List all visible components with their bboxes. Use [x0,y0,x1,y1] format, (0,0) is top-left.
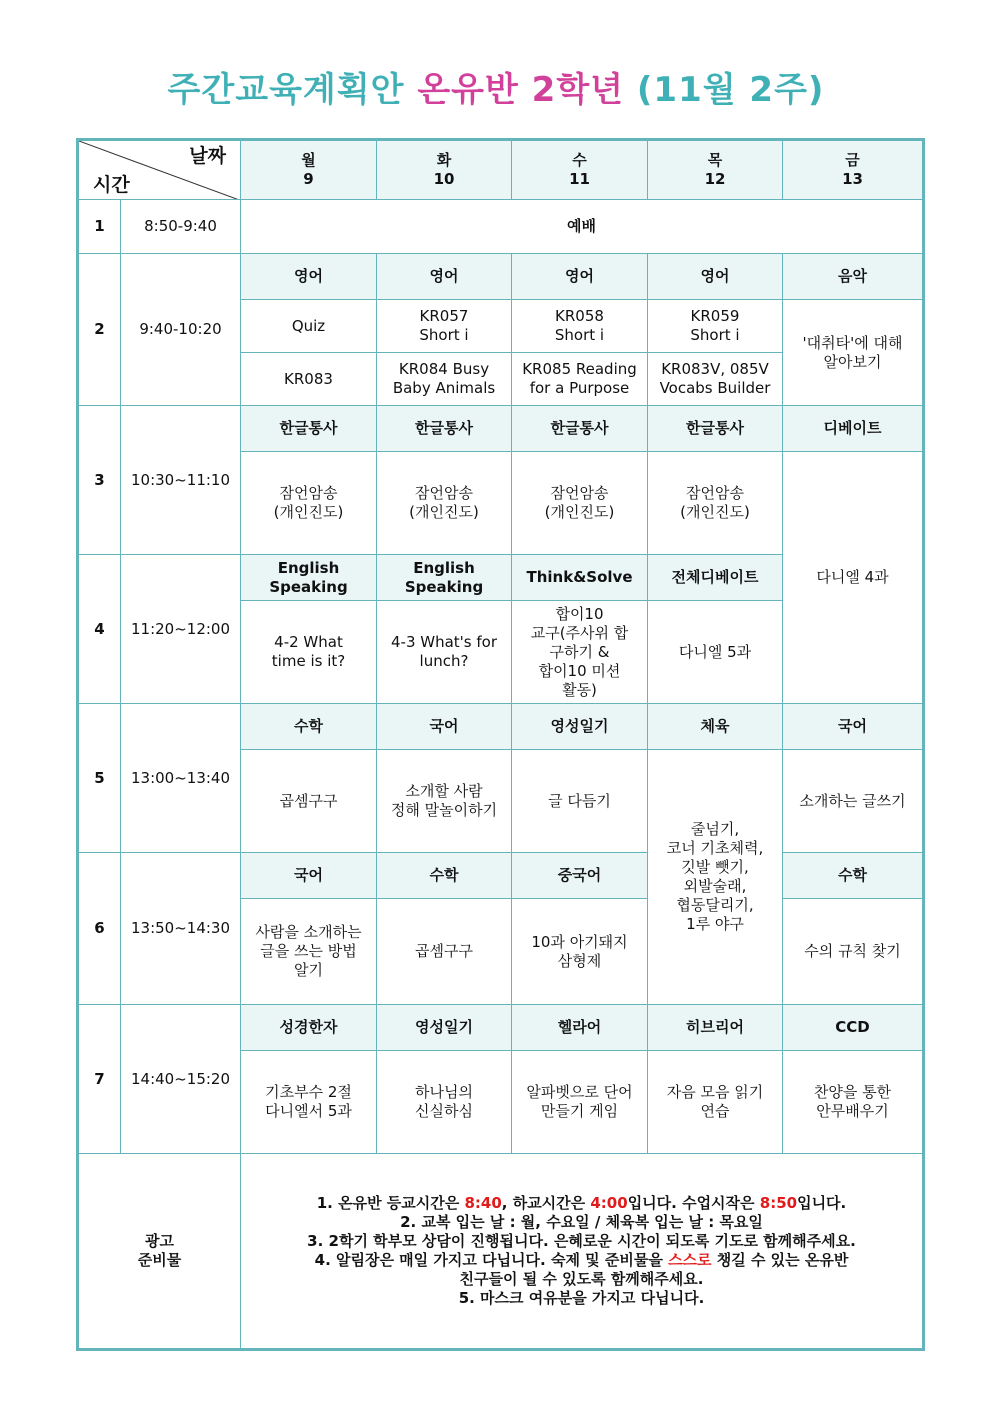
period-number: 3 [78,406,121,555]
notice-line-4 [245,1251,918,1270]
period-number: 7 [78,1005,121,1154]
header-corner [78,140,241,200]
corner-time-label: 시간 [93,174,130,196]
period-number: 6 [78,853,121,1005]
content-line: 글을 쓰는 방법 [260,942,357,960]
subject-line: Speaking [269,577,348,596]
notice-highlight: 스스로 [668,1251,712,1269]
content-line: '대취타'에 대해 [802,333,903,352]
period-number: 1 [78,200,121,254]
content-line: 알아보기 [823,352,882,371]
subject-cell: 디베이트 [783,406,924,452]
subject-cell [648,555,783,601]
content-line: 잠언암송 [415,484,473,502]
content-line: Short i [690,326,740,344]
content-line: 코너 기초체력, [666,839,764,857]
day-name: 목 [707,151,723,169]
title-part3: (11월 2주) [636,70,825,110]
content-line: 잠언암송 [686,484,744,502]
content-line: KR083 [284,369,333,388]
period-time: 8:50-9:40 [121,200,241,254]
content-line: 잠언암송 [279,484,338,502]
content-line: 정해 말놀이하기 [390,801,498,819]
subject-cell: 음악 [783,254,924,300]
subject-cell [512,555,648,601]
notice-label-line: 준비물 [137,1251,182,1269]
content-cell [241,750,377,853]
day-date: 12 [704,170,726,188]
content-line: 10과 아기돼지 [531,932,628,951]
notice-line-5: 5. 마스크 여유분을 가지고 다닙니다. [458,1289,705,1307]
content-cell-pe [648,750,783,1005]
content-cell [241,353,377,406]
day-name: 수 [572,151,587,169]
subject-cell [241,555,377,601]
content-line: 협동달리기, [676,896,754,914]
content-line: Short i [554,326,605,344]
content-line: KR059 [690,307,740,325]
content-line: 기초부수 2절 [265,1083,352,1101]
content-line: (개인진도) [409,503,479,521]
content-cell [512,353,648,406]
content-line: Quiz [291,316,326,335]
content-line: 곱셈구구 [415,942,473,960]
subject-line: Speaking [404,577,484,596]
notice-text: 입니다. 수업시작은 [627,1194,760,1212]
day-name: 월 [301,151,316,169]
content-cell [377,750,512,853]
content-line: 줄넘기, [690,820,740,838]
content-line: KR084 Busy [398,360,490,378]
notice-content [241,1154,924,1350]
content-line: KR057 [419,307,469,325]
content-line: KR085 Reading [522,360,637,378]
subject-cell: 중국어 [512,853,648,899]
period-time: 10:30~11:10 [121,406,241,555]
period-time: 9:40-10:20 [121,254,241,406]
period-time: 13:50~14:30 [121,853,241,1005]
content-line: 다니엘서 5과 [265,1102,352,1120]
content-cell [377,601,512,704]
content-cell [241,899,377,1005]
page-title [0,62,992,111]
subject-cell: 국어 [377,704,512,750]
content-cell [648,452,783,555]
content-line: 안무배우기 [816,1102,889,1120]
notice-line-2: 2. 교복 입는 날 : 월, 수요일 / 체육복 입는 날 : 목요일 [400,1213,763,1231]
subject-line: Think&Solve [526,568,633,586]
subject-cell: 영어 [241,254,377,300]
day-header-tue [377,140,512,200]
content-line: 삼형제 [557,951,602,970]
day-date: 11 [569,170,590,188]
period-time: 11:20~12:00 [121,555,241,704]
content-line: KR058 [555,307,604,325]
subject-cell: 영어 [377,254,512,300]
day-header-thu [648,140,783,200]
content-cell [648,1051,783,1154]
subject-cell: 수학 [783,853,924,899]
content-line: 4-3 What's for [390,633,497,651]
content-cell [512,601,648,704]
content-line: 곱셈구구 [279,791,338,810]
subject-cell [377,555,512,601]
content-line: Vocabs Builder [659,379,771,397]
content-cell: 다니엘 4과 [783,452,924,704]
content-cell [377,353,512,406]
content-line: 연습 [700,1102,730,1120]
period-time: 13:00~13:40 [121,704,241,853]
content-line: 알기 [294,961,323,979]
subject-line: English [413,558,475,577]
subject-cell: 한글통사 [241,406,377,452]
subject-cell: 영성일기 [377,1005,512,1051]
content-cell [648,300,783,353]
content-line: 구하기 & [549,642,610,661]
day-name: 화 [436,151,452,169]
notice-text: , 하교시간은 [501,1194,591,1212]
content-cell [377,899,512,1005]
content-line: (개인진도) [680,503,750,521]
content-cell [377,452,512,555]
subject-cell: 국어 [241,853,377,899]
title-part2: 온유반 2학년 [417,70,625,110]
content-line: 수의 규칙 찾기 [804,942,901,960]
subject-cell: 체육 [648,704,783,750]
content-line: 자음 모음 읽기 [666,1083,764,1101]
content-cell [783,300,924,406]
notice-line-3: 3. 2학기 학부모 상담이 진행됩니다. 은혜로운 시간이 되도록 기도로 함께해주세요. [307,1232,856,1250]
subject-cell: 영어 [648,254,783,300]
content-line: 소개할 사람 [405,782,483,800]
day-header-mon [241,140,377,200]
content-line: 교구(주사위 합 [530,623,629,642]
content-line: Short i [419,326,469,344]
content-line: lunch? [419,652,469,670]
subject-cell: 한글통사 [512,406,648,452]
content-line: 신실하심 [415,1102,473,1120]
content-cell [783,899,924,1005]
content-cell [377,300,512,353]
content-line: 하나님의 [415,1083,473,1101]
subject-cell: 히브리어 [648,1005,783,1051]
content-line: for a Purpose [529,379,630,397]
content-line: (개인진도) [273,503,344,521]
content-cell [377,1051,512,1154]
notice-time-highlight: 4:00 [590,1194,628,1212]
content-cell [783,750,924,853]
period-number: 4 [78,555,121,704]
notice-text: 챙길 수 있는 온유반 [711,1251,849,1269]
content-cell [241,1051,377,1154]
content-line: KR083V, 085V [661,360,769,378]
content-line: 글 다듬기 [548,791,611,810]
content-line: 소개하는 글쓰기 [799,791,906,810]
period-number: 2 [78,254,121,406]
notice-text: 1. 온유반 등교시간은 [316,1194,465,1212]
day-date: 13 [842,170,863,188]
content-line: 잠언암송 [550,484,609,502]
content-line: 외발술래, [683,877,747,895]
day-header-wed [512,140,648,200]
notice-text: 4. 알림장은 매일 가지고 다닙니다. 숙제 및 준비물을 [314,1251,669,1269]
content-cell [512,750,648,853]
content-cell [648,601,783,704]
notice-label [78,1154,241,1350]
chapel-cell: 예배 [241,200,924,254]
subject-cell: 한글통사 [648,406,783,452]
subject-line: 전체디베이트 [671,568,759,586]
content-line: 깃발 뺏기, [681,858,749,876]
schedule-table [76,138,925,1351]
period-number: 5 [78,704,121,853]
notice-label-line: 광고 [145,1232,174,1250]
subject-cell: 헬라어 [512,1005,648,1051]
notice-text: 입니다. [797,1194,847,1212]
content-line: 사람을 소개하는 [255,923,362,941]
day-date: 10 [433,170,455,188]
notice-time-highlight: 8:50 [759,1194,798,1212]
content-cell [512,452,648,555]
content-line: time is it? [271,652,346,670]
content-line: 다니엘 5과 [678,642,752,661]
content-cell [512,899,648,1005]
content-line: 1루 야구 [686,915,744,933]
subject-cell: 수학 [241,704,377,750]
content-line: 4-2 What [274,633,343,651]
notice-line-4-cont: 친구들이 될 수 있도록 함께해주세요. [459,1270,704,1288]
day-date: 9 [303,170,314,188]
notice-line-1 [245,1194,918,1213]
day-name: 금 [845,151,860,169]
content-cell [241,601,377,704]
day-header-fri [783,140,924,200]
subject-line: English [277,558,340,577]
subject-cell: 영성일기 [512,704,648,750]
content-line: 알파벳으로 단어 [526,1083,633,1101]
content-line: 합이10 [555,604,604,623]
subject-cell: 국어 [783,704,924,750]
content-line: 합이10 미션 [538,661,621,680]
content-line: (개인진도) [544,503,615,521]
corner-date-label: 날짜 [189,145,226,167]
content-line: 활동) [562,680,597,699]
content-line: Baby Animals [392,379,496,397]
content-line: 찬양을 통한 [813,1083,892,1101]
period-time: 14:40~15:20 [121,1005,241,1154]
content-cell [512,1051,648,1154]
subject-cell: CCD [783,1005,924,1051]
subject-cell: 한글통사 [377,406,512,452]
content-line: 만들기 게임 [540,1102,619,1120]
content-cell [648,353,783,406]
title-part1: 주간교육계획안 [167,70,405,110]
content-cell [512,300,648,353]
subject-cell: 성경한자 [241,1005,377,1051]
notice-time-highlight: 8:40 [464,1194,502,1212]
content-cell [241,452,377,555]
content-cell [241,300,377,353]
content-cell [783,1051,924,1154]
subject-cell: 수학 [377,853,512,899]
subject-cell: 영어 [512,254,648,300]
